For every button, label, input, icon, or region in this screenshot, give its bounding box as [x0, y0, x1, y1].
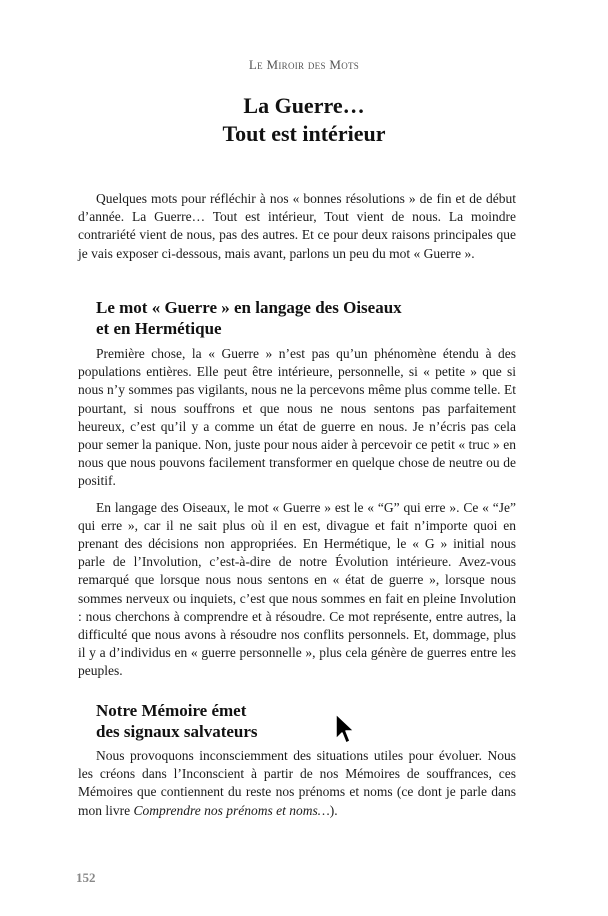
- running-head: Le Miroir des Mots: [248, 57, 360, 72]
- page-title: [0, 92, 608, 148]
- title-line-1: La Guerre…: [243, 93, 365, 118]
- intro-paragraph: Quelques mots pour réfléchir à nos « bonnes résolutions » de fin et de début d’année. La Guerre… Tout est intérieur, Tout vient de nous. La moindre contrariété vient de nous, pas des autres. Et ce pour deux raisons principales que je vais exposer ci-dessous, mais avant, parlons un peu du mot « Guerre ».: [78, 191, 516, 261]
- intro-block: [78, 190, 516, 263]
- paragraph: Première chose, la « Guerre » n’est pas qu’un phénomène étendu à des populations entières. Elle peut être intérieure, personnelle, si « petite » que si nous n’y sommes pas vigilants, nous ne la percevons même plus comme telle. Et pourtant, si nous souffrons et que nous ne nous sentons pas parfaitement heureux, c’est qu’il y a comme un état de guerre en nous. Je n’écris pas cela pour semer la panique. Non, juste pour nous aider à percevoir ce petit « truc » en nous que nous pouvons facilement transformer en quelque chose de neutre ou de positif.: [78, 346, 516, 489]
- section-heading-line-2: et en Hermétique: [96, 319, 222, 338]
- section-heading-line-2: des signaux salvateurs: [96, 722, 258, 741]
- paragraph-end: ).: [329, 802, 338, 818]
- paragraph: En langage des Oiseaux, le mot « Guerre » est le « “G” qui erre ». Ce « “Je” qui erre », car il ne sait plus où il en est, divague et fait n’importe quoi en prenant des décisions non appropriées. En Hermétique, le « G » initial nous parle de l’Involution, c’est-à-dire de notre Évolution intérieure. Avez-vous remarqué que lorsque nous nous sentons en « état de guerre », lorsque nous sommes nerveux ou inquiets, c’est que nous sommes en fait en pleine Involution : nous cherchons à comprendre et à résoudre. Ce mot représente, entre autres, la difficulté que nous avons à résoudre nos conflits personnels. Et, dommage, plus il y a d’individus en « guerre personnelle », plus cela génère de guerres entre les peuples.: [78, 499, 516, 679]
- book-title: Comprendre nos prénoms et noms…: [133, 802, 330, 818]
- section-guerre-body: [78, 345, 516, 681]
- section-heading-guerre: [96, 297, 516, 339]
- paragraph-text: Nous provoquons inconsciemment des situations utiles pour évoluer. Nous les créons dans l’Inconscient à partir de nos Mémoires de souffrances, ces Mémoires que contiennent du reste nos prénoms et noms (ce dont je parle dans mon livre: [78, 748, 516, 818]
- title-line-2: Tout est intérieur: [222, 121, 386, 146]
- section-heading-line-1: Le mot « Guerre » en langage des Oiseaux: [96, 298, 402, 317]
- page-number: 152: [76, 870, 96, 885]
- section-memoire-body: [78, 747, 516, 820]
- mouse-pointer-icon: [334, 712, 356, 746]
- section-heading-memoire: [96, 700, 516, 742]
- section-heading-line-1: Notre Mémoire émet: [96, 701, 247, 720]
- paragraph: [78, 747, 516, 820]
